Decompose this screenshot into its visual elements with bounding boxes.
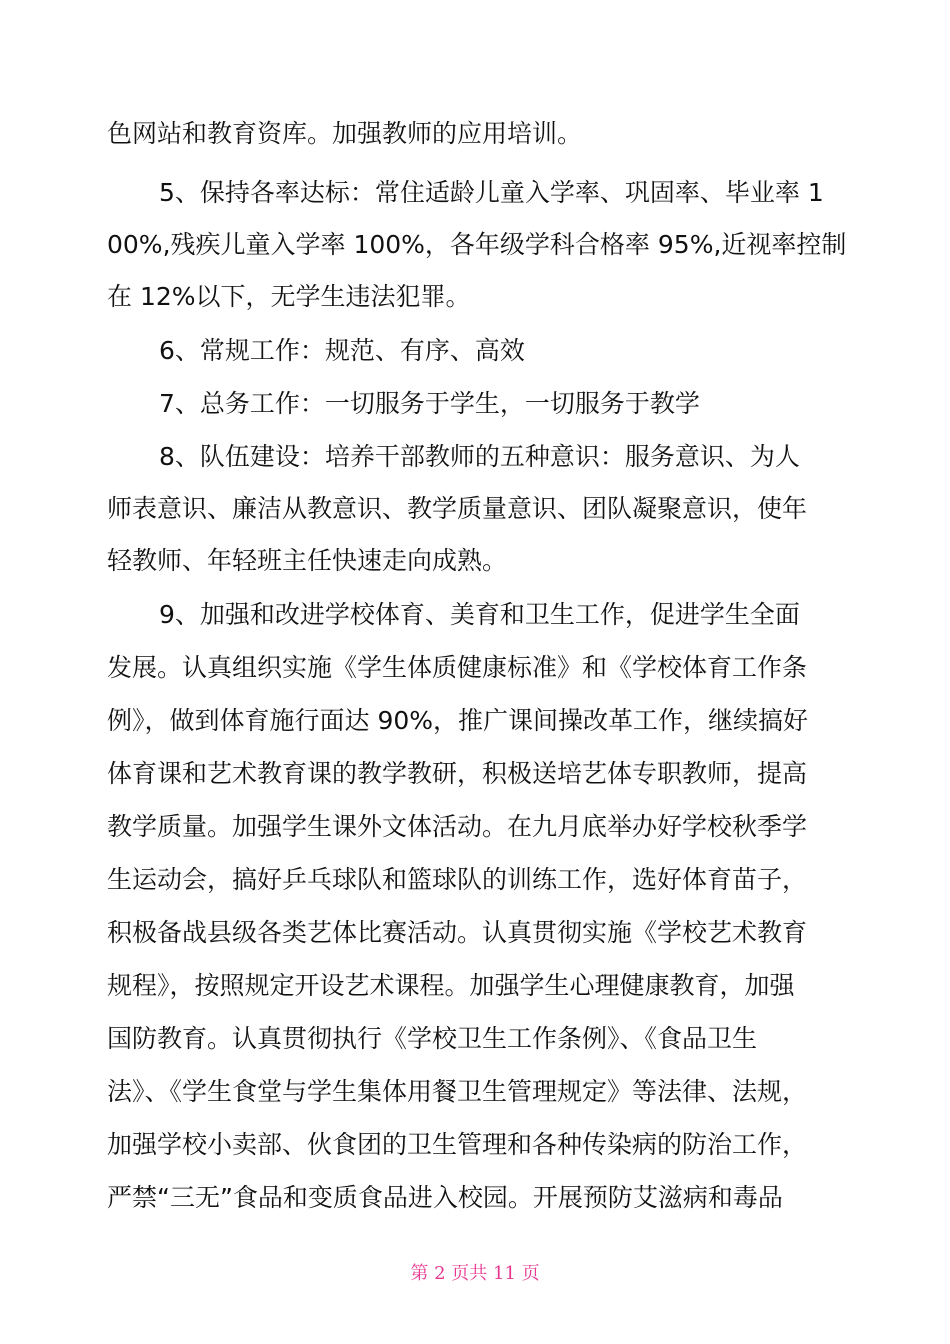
page-footer: 第 2 页共 11 页	[410, 1263, 540, 1284]
text-line: 00%,残疾儿童入学率 100%，各年级学科合格率 95%,近视率控制	[107, 230, 847, 259]
text-line: 规程》，按照规定开设艺术课程。加强学生心理健康教育，加强	[107, 971, 795, 1000]
text-line: 教学质量。加强学生课外文体活动。在九月底举办好学校秋季学	[107, 812, 808, 841]
text-line: 5、保持各率达标：常住适龄儿童入学率、巩固率、毕业率 1	[159, 178, 824, 207]
text-line: 发展。认真组织实施《学生体质健康标准》和《学校体育工作条	[107, 653, 808, 682]
text-line: 在 12%以下，无学生违法犯罪。	[107, 282, 471, 311]
text-line: 严禁“三无”食品和变质食品进入校园。开展预防艾滋病和毒品	[107, 1183, 783, 1212]
text-line: 国防教育。认真贯彻执行《学校卫生工作条例》、《食品卫生	[107, 1024, 758, 1053]
text-line: 例》，做到体育施行面达 90%，推广课间操改革工作，继续搞好	[107, 706, 809, 735]
text-line: 色网站和教育资库。加强教师的应用培训。	[107, 119, 583, 148]
text-line: 加强学校小卖部、伙食团的卫生管理和各种传染病的防治工作，	[107, 1130, 808, 1159]
text-line: 7、总务工作：一切服务于学生，一切服务于教学	[159, 389, 700, 418]
text-line: 轻教师、年轻班主任快速走向成熟。	[107, 546, 508, 575]
text-line: 积极备战县级各类艺体比赛活动。认真贯彻实施《学校艺术教育	[107, 918, 808, 947]
text-line: 8、队伍建设：培养干部教师的五种意识：服务意识、为人	[159, 442, 800, 471]
text-line: 师表意识、廉洁从教意识、教学质量意识、团队凝聚意识，使年	[107, 494, 808, 523]
text-line: 法》、《学生食堂与学生集体用餐卫生管理规定》等法律、法规，	[107, 1077, 808, 1106]
text-line: 生运动会，搞好乒乓球队和篮球队的训练工作，选好体育苗子，	[107, 865, 808, 894]
text-line: 6、常规工作：规范、有序、高效	[159, 336, 525, 365]
text-line: 9、加强和改进学校体育、美育和卫生工作，促进学生全面	[159, 600, 800, 629]
text-line: 体育课和艺术教育课的教学教研，积极送培艺体专职教师，提高	[107, 759, 808, 788]
